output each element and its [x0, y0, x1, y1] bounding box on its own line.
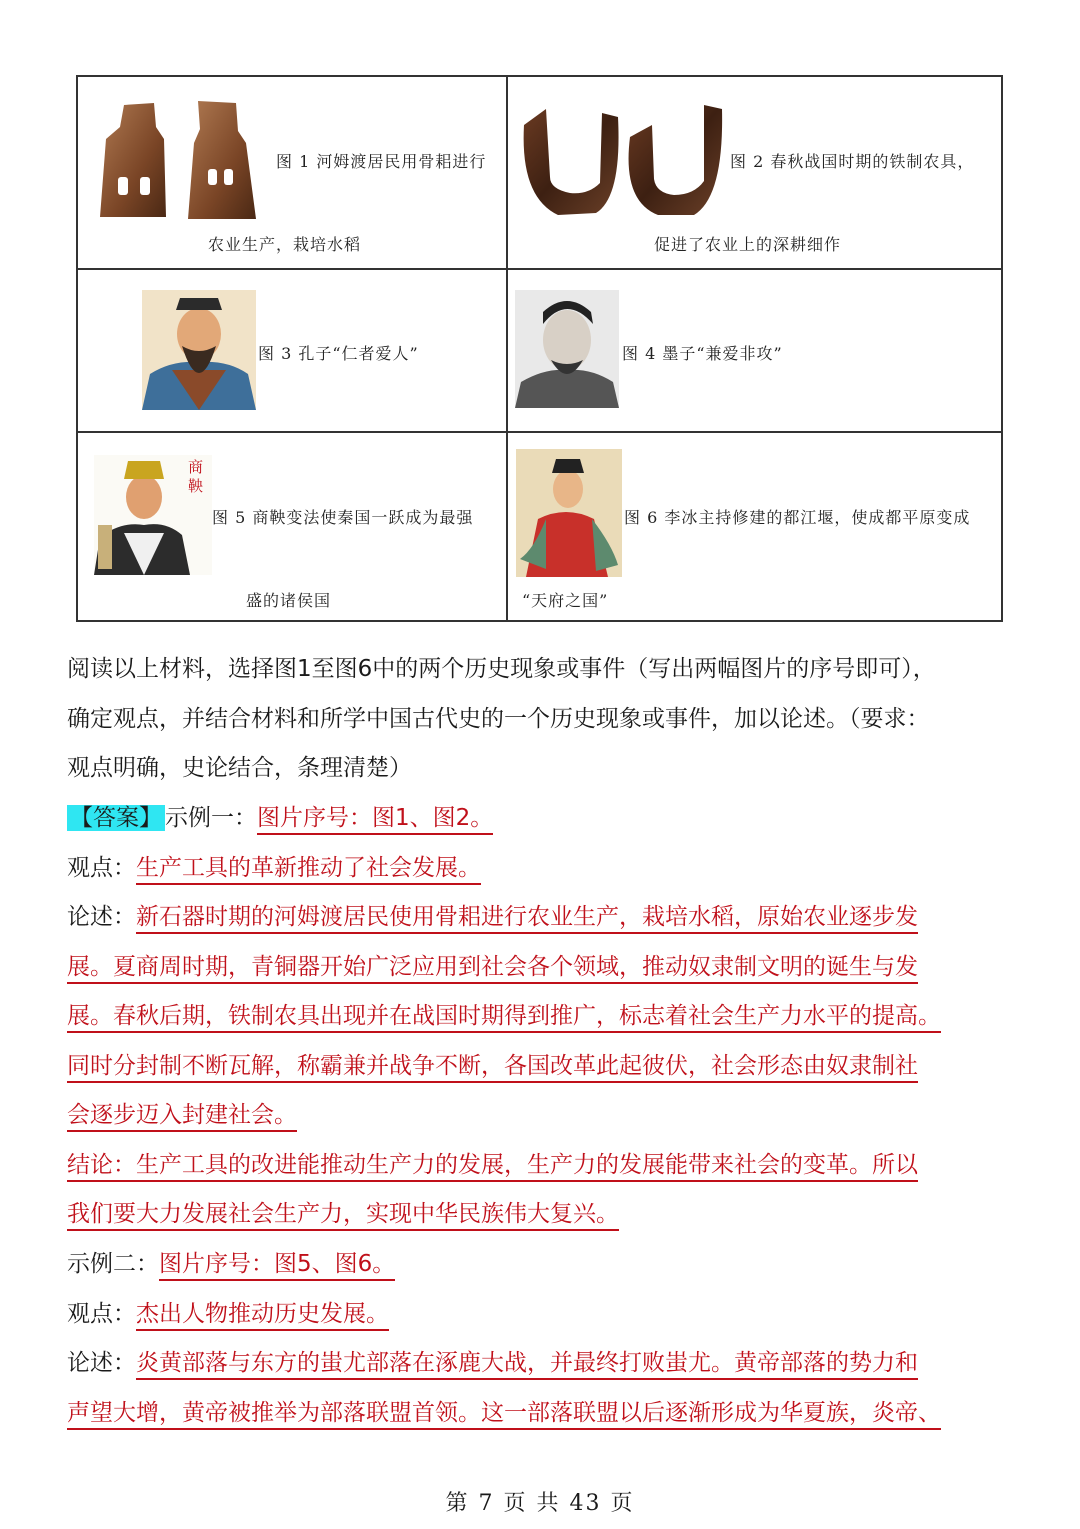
example1-view-label: 观点： [67, 855, 136, 881]
example1-argue-line2 [67, 943, 918, 993]
example1-argue1: 新石器时期的河姆渡居民使用骨耜进行农业生产，栽培水稻，原始农业逐步发 [136, 904, 918, 934]
example1-view: 生产工具的革新推动了社会发展。 [136, 855, 481, 885]
iron-tool-image [518, 97, 728, 222]
answer-example1-header [67, 794, 493, 844]
example1-argue-line3 [67, 992, 941, 1042]
answer-example2-header [67, 1240, 395, 1290]
example2-argue2: 声望大增，黄帝被推举为部落联盟首领。这一部落联盟以后逐渐形成为华夏族，炎帝、 [67, 1400, 941, 1430]
answer-tag: 【答案】 [67, 805, 165, 831]
shangyang-label-top: 商 [188, 458, 205, 476]
example1-label: 示例一： [165, 805, 257, 831]
shangyang-label-bottom: 鞅 [188, 477, 205, 495]
page-footer: 第 7 页 共 43 页 [445, 1491, 635, 1516]
bone-spade-image [96, 99, 261, 224]
example1-argue-line4 [67, 1042, 918, 1092]
example1-argue-line5 [67, 1091, 297, 1141]
fig4-caption: 图 4 墨子“兼爱非攻” [622, 344, 783, 363]
example1-view-line [67, 844, 481, 894]
confucius-portrait [142, 290, 256, 410]
table-divider-row1 [78, 268, 1001, 270]
fig6-caption-line2: “天府之国” [522, 591, 609, 610]
mozi-portrait [515, 290, 619, 408]
example2-label: 示例二： [67, 1251, 159, 1277]
fig5-caption-line1: 图 5 商鞅变法使秦国一跃成为最强 [212, 508, 474, 527]
example1-argue-line1 [67, 893, 918, 943]
table-divider-vertical [506, 77, 508, 620]
example2-argue-line1 [67, 1339, 918, 1389]
example2-argue1: 炎黄部落与东方的蚩尤部落在涿鹿大战，并最终打败蚩尤。黄帝部落的势力和 [136, 1350, 918, 1380]
example2-argue-line2 [67, 1389, 941, 1439]
example1-argue-label: 论述： [67, 904, 136, 930]
example1-conclusion1: 结论：生产工具的改进能推动生产力的发展，生产力的发展能带来社会的变革。所以 [67, 1152, 918, 1182]
fig2-caption-line2: 促进了农业上的深耕细作 [654, 235, 842, 254]
example1-conclusion-line1 [67, 1141, 918, 1191]
fig6-caption-line1: 图 6 李冰主持修建的都江堰，使成都平原变成 [624, 508, 971, 527]
figure-table [76, 75, 1003, 622]
question-line1: 阅读以上材料，选择图1至图6中的两个历史现象或事件（写出两幅图片的序号即可）， [67, 656, 936, 682]
fig1-caption-line2: 农业生产，栽培水稻 [208, 235, 362, 254]
example2-figs: 图片序号：图5、图6。 [159, 1251, 395, 1281]
question-line2: 确定观点，并结合材料和所学中国古代史的一个历史现象或事件，加以论述。（要求： [67, 706, 930, 732]
example1-argue5: 会逐步迈入封建社会。 [67, 1102, 297, 1132]
example1-argue3: 展。春秋后期，铁制农具出现并在战国时期得到推广，标志着社会生产力水平的提高。 [67, 1003, 941, 1033]
example2-argue-label: 论述： [67, 1350, 136, 1376]
example2-view-line [67, 1290, 389, 1340]
example1-argue4: 同时分封制不断瓦解，称霸兼并战争不断，各国改革此起彼伏，社会形态由奴隶制社 [67, 1053, 918, 1083]
fig3-caption: 图 3 孔子“仁者爱人” [258, 344, 419, 363]
table-divider-row2 [78, 431, 1001, 433]
fig2-caption-line1: 图 2 春秋战国时期的铁制农具， [730, 152, 975, 171]
libing-portrait [516, 449, 622, 577]
fig1-caption-line1: 图 1 河姆渡居民用骨耜进行 [276, 152, 487, 171]
example1-conclusion2: 我们要大力发展社会生产力，实现中华民族伟大复兴。 [67, 1201, 619, 1231]
example1-argue2: 展。夏商周时期，青铜器开始广泛应用到社会各个领域，推动奴隶制文明的诞生与发 [67, 954, 918, 984]
question-line3: 观点明确，史论结合，条理清楚） [67, 755, 412, 781]
example1-figs: 图片序号：图1、图2。 [257, 805, 493, 835]
fig5-caption-line2: 盛的诸侯国 [246, 591, 332, 610]
example2-view-label: 观点： [67, 1301, 136, 1327]
example1-conclusion-line2 [67, 1190, 619, 1240]
example2-view: 杰出人物推动历史发展。 [136, 1301, 389, 1331]
